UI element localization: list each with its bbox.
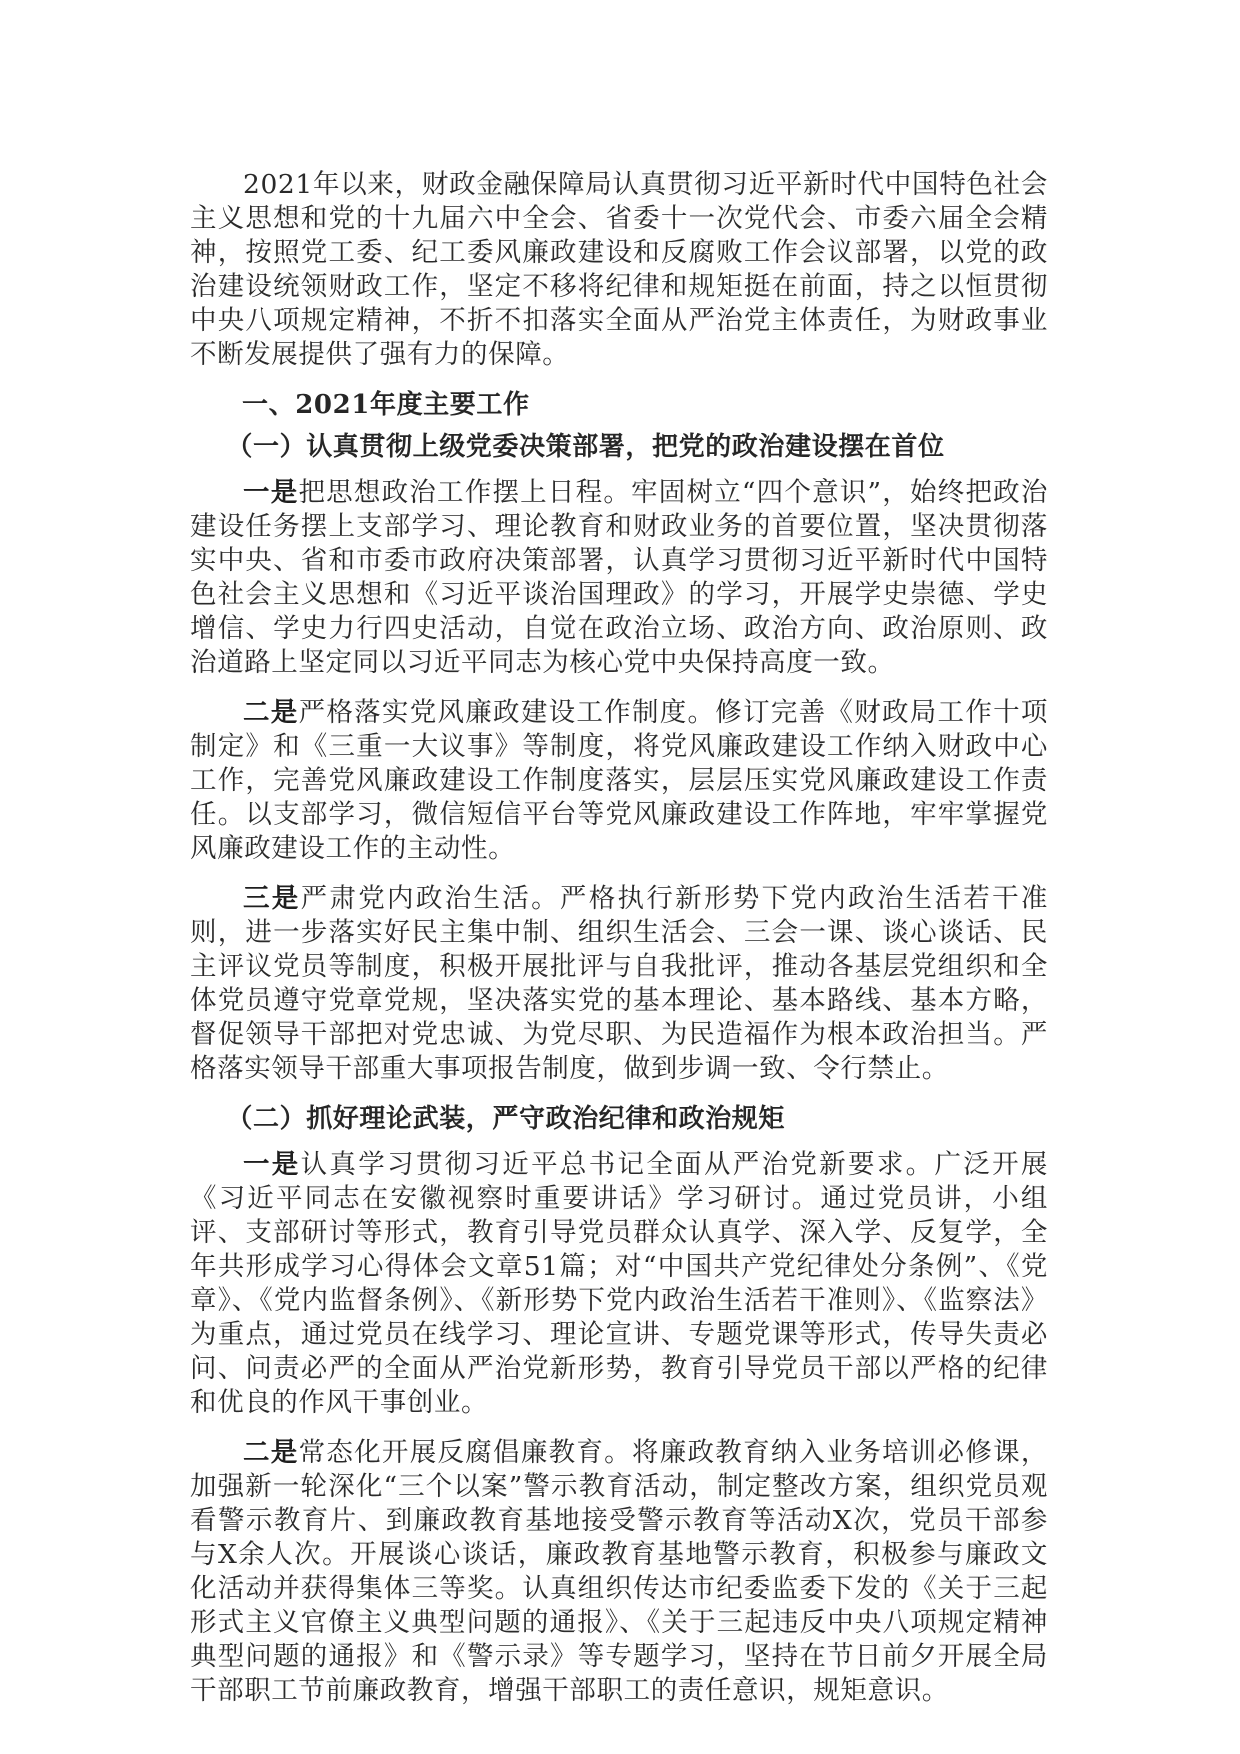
item-paragraph xyxy=(190,476,1048,680)
subsection-heading-political-construction: （一）认真贯彻上级党委决策部署，把党的政治建设摆在首位 xyxy=(226,432,945,462)
item-text: 认真学习贯彻习近平总书记全面从严治党新要求。广泛开展《习近平同志在安徽视察时重要讲话》学习研讨。通过党员讲，小组评、支部研讨等形式，教育引导党员群众认真学、深入学、反复学，全年共形成学习心得体会文章51篇；对“中国共产党纪律处分条例”、《党章》、《党内监督条例》、《新形势下党内政治生活若干准则》、《监察法》为重点，通过党员在线学习、理论宣讲、专题党课等形式，传导失责必问、问责必严的全面从严治党新形势，教育引导党员干部以严格的纪律和优良的作风干事创业。 xyxy=(190,1149,1048,1418)
item-lead: 二是 xyxy=(243,1437,299,1468)
item-paragraph xyxy=(190,882,1048,1086)
item-lead: 一是 xyxy=(243,1149,301,1180)
item-lead: 二是 xyxy=(243,697,299,728)
subsection-heading-theory-discipline: （二）抓好理论武装，严守政治纪律和政治规矩 xyxy=(226,1104,785,1134)
item-lead: 一是 xyxy=(243,477,299,508)
item-text: 把思想政治工作摆上日程。牢固树立“四个意识”，始终把政治建设任务摆上支部学习、理论教育和财政业务的首要位置，坚决贯彻落实中央、省和市委市政府决策部署，认真学习贯彻习近平新时代中国特色社会主义思想和《习近平谈治国理政》的学习，开展学史崇德、学史增信、学史力行四史活动，自觉在政治立场、政治方向、政治原则、政治道路上坚定同以习近平同志为核心党中央保持高度一致。 xyxy=(190,477,1048,678)
document-page xyxy=(190,168,1048,1724)
item-paragraph xyxy=(190,696,1048,866)
section-heading-main-work: 一、2021年度主要工作 xyxy=(242,390,530,420)
item-text: 严格落实党风廉政建设工作制度。修订完善《财政局工作十项制定》和《三重一大议事》等制度，将党风廉政建设工作纳入财政中心工作，完善党风廉政建设工作制度落实，层层压实党风廉政建设工作责任。以支部学习，微信短信平台等党风廉政建设工作阵地，牢牢掌握党风廉政建设工作的主动性。 xyxy=(190,697,1049,864)
intro-paragraph: 2021年以来，财政金融保障局认真贯彻习近平新时代中国特色社会主义思想和党的十九届六中全会、省委十一次党代会、市委六届全会精神，按照党工委、纪工委风廉政建设和反腐败工作会议部署，以党的政治建设统领财政工作，坚定不移将纪律和规矩挺在前面，持之以恒贯彻中央八项规定精神，不折不扣落实全面从严治党主体责任，为财政事业不断发展提供了强有力的保障。 xyxy=(190,169,1048,370)
item-paragraph xyxy=(190,1148,1048,1420)
item-text: 严肃党内政治生活。严格执行新形势下党内政治生活若干准则，进一步落实好民主集中制、组织生活会、三会一课、谈心谈话、民主评议党员等制度，积极开展批评与自我批评，推动各基层党组织和全体党员遵守党章党规，坚决落实党的基本理论、基本路线、基本方略，督促领导干部把对党忠诚、为党尽职、为民造福作为根本政治担当。严格落实领导干部重大事项报告制度，做到步调一致、令行禁止。 xyxy=(190,883,1048,1084)
item-text: 常态化开展反腐倡廉教育。将廉政教育纳入业务培训必修课，加强新一轮深化“三个以案”警示教育活动，制定整改方案，组织党员观看警示教育片、到廉政教育基地接受警示教育等活动X次，党员干部参与X余人次。开展谈心谈话，廉政教育基地警示教育，积极参与廉政文化活动并获得集体三等奖。认真组织传达市纪委监委下发的《关于三起形式主义官僚主义典型问题的通报》、《关于三起违反中央八项规定精神典型问题的通报》和《警示录》等专题学习，坚持在节日前夕开展全局干部职工节前廉政教育，增强干部职工的责任意识，规矩意识。 xyxy=(190,1437,1049,1706)
item-paragraph xyxy=(190,1436,1048,1708)
item-lead: 三是 xyxy=(243,883,301,914)
